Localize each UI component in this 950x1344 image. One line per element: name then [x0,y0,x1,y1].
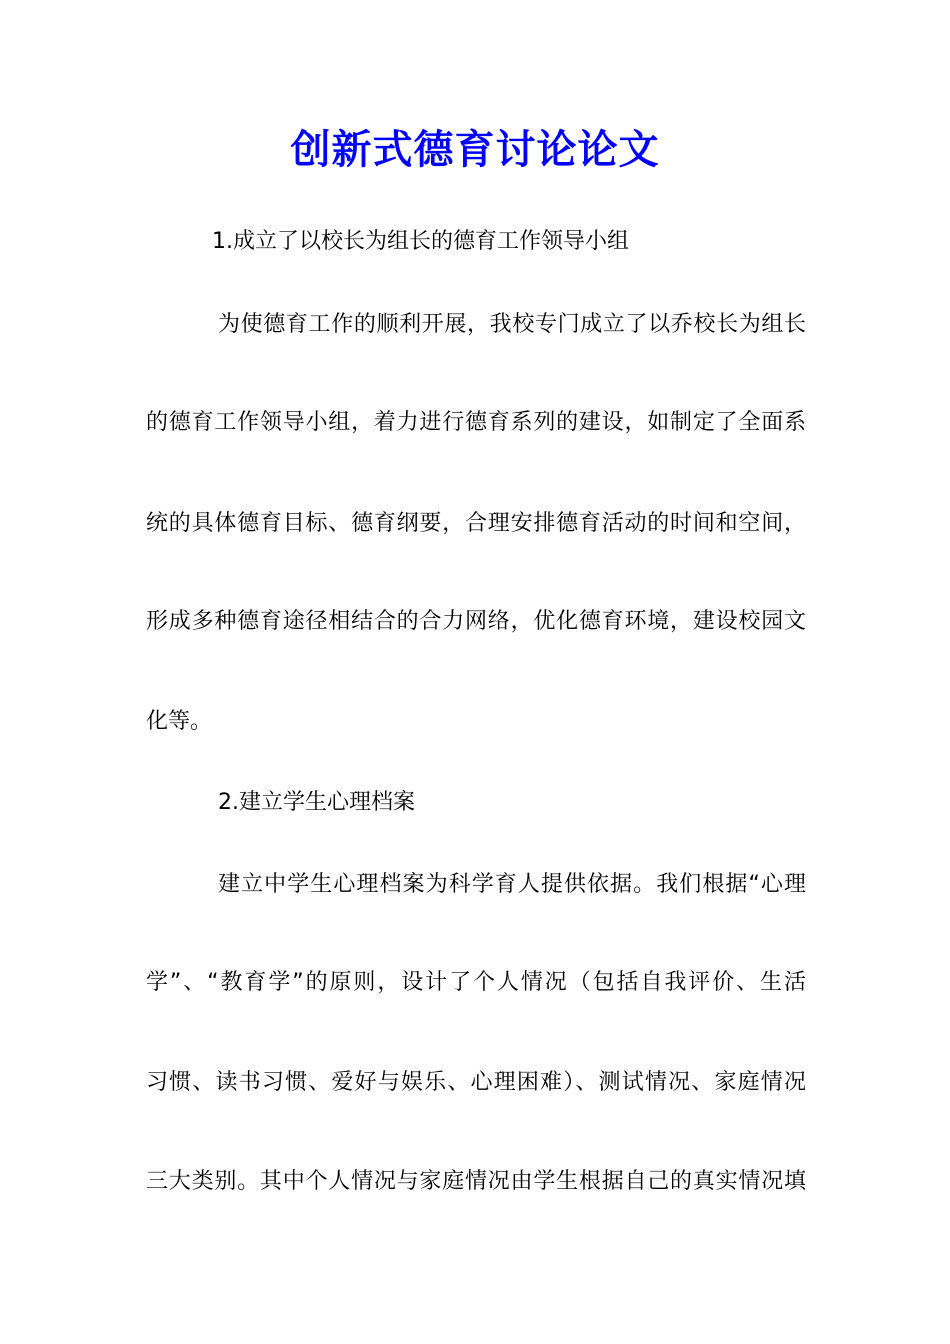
section-heading-2: 2.建立学生心理档案 [218,790,415,815]
paragraph-line: 习惯、读书习惯、爱好与娱乐、心理困难）、测试情况、家庭情况 [146,1070,806,1095]
section-heading-1: 1.成立了以校长为组长的德育工作领导小组 [212,229,629,254]
paragraph-line: 的德育工作领导小组，着力进行德育系列的建设，如制定了全面系 [146,410,806,435]
paragraph-line: 化等。 [146,709,213,734]
paragraph-line: 统的具体德育目标、德育纲要，合理安排德育活动的时间和空间， [146,511,806,536]
paragraph-line: 学”、“教育学”的原则，设计了个人情况（包括自我评价、生活 [146,970,806,995]
paragraph-line: 三大类别。其中个人情况与家庭情况由学生根据自己的真实情况填 [146,1169,806,1194]
paragraph-line: 建立中学生心理档案为科学育人提供依据。我们根据“心理 [218,872,806,897]
page-title: 创新式德育讨论论文 [290,126,660,173]
paragraph-line: 形成多种德育途径相结合的合力网络，优化德育环境，建设校园文 [146,609,806,634]
paragraph-line: 为使德育工作的顺利开展，我校专门成立了以乔校长为组长 [218,312,806,337]
